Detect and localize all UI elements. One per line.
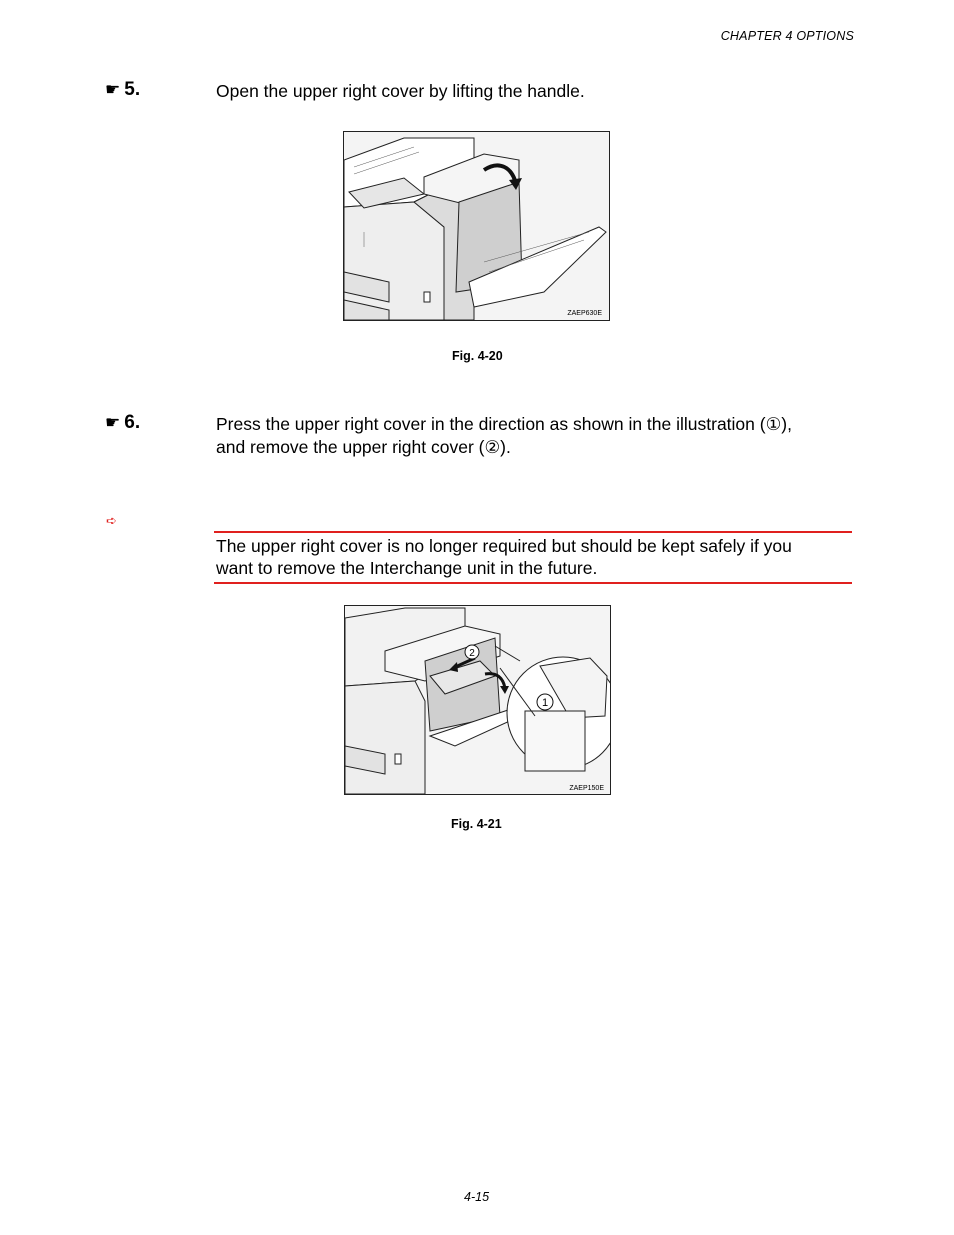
step-text-line: Press the upper right cover in the direction as shown in the illustration (①), [216,414,792,434]
step-number: 5. [124,79,141,100]
callout-2: 2 [469,648,475,659]
note-line: The upper right cover is no longer required but should be kept safely if you [216,536,792,556]
figure-caption: Fig. 4-20 [452,349,503,363]
note-line: want to remove the Interchange unit in the future. [216,558,598,578]
figure-id: ZAEP150E [569,785,604,792]
step-number: 6. [124,412,141,433]
pointing-hand-icon: ☛ [105,413,121,432]
step-text-line: Open the upper right cover by lifting the handle. [216,81,585,101]
page-number: 4-15 [464,1190,490,1204]
step-5-marker [105,79,140,101]
callout-1: 1 [541,697,549,709]
note-text [216,535,852,579]
printer-illustration [345,606,610,794]
step-5-text [216,80,856,103]
step-6-text [216,413,856,459]
figure-remove-cover [344,605,611,795]
figure-caption: Fig. 4-21 [451,817,502,831]
printer-illustration [344,132,609,320]
step-6-marker [105,412,140,434]
chapter-header: CHAPTER 4 OPTIONS [720,29,854,43]
figure-id: ZAEP630E [567,310,602,317]
pointing-hand-icon: ☛ [105,80,121,99]
figure-printer-open-cover [343,131,610,321]
note-icon: ➪ [106,513,117,528]
step-text-line: and remove the upper right cover (②). [216,437,511,457]
